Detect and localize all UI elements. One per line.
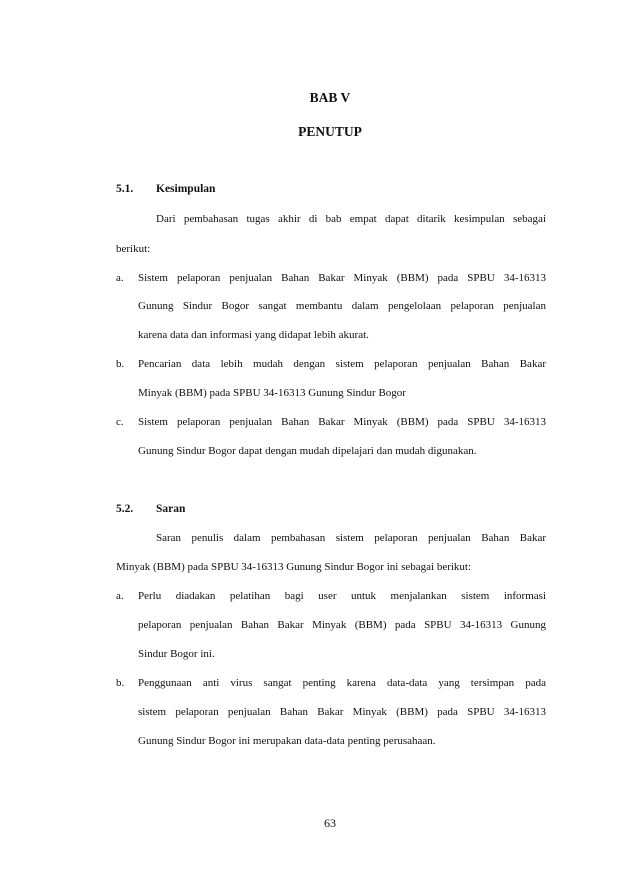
- list-item-line: sistem pelaporan penjualan Bahan Bakar Minyak (BBM) pada SPBU 34-16313: [138, 706, 546, 718]
- list-marker: b.: [116, 677, 125, 689]
- section-title: Saran: [156, 503, 186, 515]
- paragraph-line: Saran penulis dalam pembahasan sistem pelaporan penjualan Bahan Bakar: [156, 532, 546, 544]
- list-marker: a.: [116, 590, 124, 602]
- list-item-line: Minyak (BBM) pada SPBU 34-16313 Gunung Sindur Bogor: [138, 387, 406, 399]
- list-item-line: Sistem pelaporan penjualan Bahan Bakar Minyak (BBM) pada SPBU 34-16313: [138, 416, 546, 428]
- list-marker: a.: [116, 272, 124, 284]
- list-item-line: Gunung Sindur Bogor ini merupakan data-data penting perusahaan.: [138, 735, 436, 747]
- paragraph-line: berikut:: [116, 243, 151, 255]
- section-number: 5.2.: [116, 503, 134, 515]
- list-item-line: Gunung Sindur Bogor sangat membantu dalam pengelolaan pelaporan penjualan: [138, 300, 546, 312]
- list-marker: b.: [116, 358, 125, 370]
- list-marker: c.: [116, 416, 124, 428]
- paragraph-line: Dari pembahasan tugas akhir di bab empat dapat ditarik kesimpulan sebagai: [156, 213, 546, 225]
- chapter-title: PENUTUP: [298, 124, 362, 139]
- paragraph-line: Minyak (BBM) pada SPBU 34-16313 Gunung Sindur Bogor ini sebagai berikut:: [116, 561, 472, 573]
- list-item-line: pelaporan penjualan Bahan Bakar Minyak (BBM) pada SPBU 34-16313 Gunung: [138, 619, 546, 631]
- list-item-line: Pencarian data lebih mudah dengan sistem pelaporan penjualan Bahan Bakar: [138, 358, 546, 370]
- list-item-line: Sistem pelaporan penjualan Bahan Bakar Minyak (BBM) pada SPBU 34-16313: [138, 272, 546, 284]
- list-item-line: Gunung Sindur Bogor dapat dengan mudah dipelajari dan mudah digunakan.: [138, 445, 477, 457]
- list-item-line: Sindur Bogor ini.: [138, 648, 215, 660]
- page-number: 63: [324, 816, 336, 830]
- list-item-line: Penggunaan anti virus sangat penting karena data-data yang tersimpan pada: [138, 677, 546, 689]
- list-item-line: karena data dan informasi yang didapat lebih akurat.: [138, 329, 369, 341]
- chapter-label: BAB V: [309, 90, 351, 105]
- section-title: Kesimpulan: [156, 183, 216, 195]
- section-number: 5.1.: [116, 183, 134, 195]
- list-item-line: Perlu diadakan pelatihan bagi user untuk menjalankan sistem informasi: [138, 590, 546, 602]
